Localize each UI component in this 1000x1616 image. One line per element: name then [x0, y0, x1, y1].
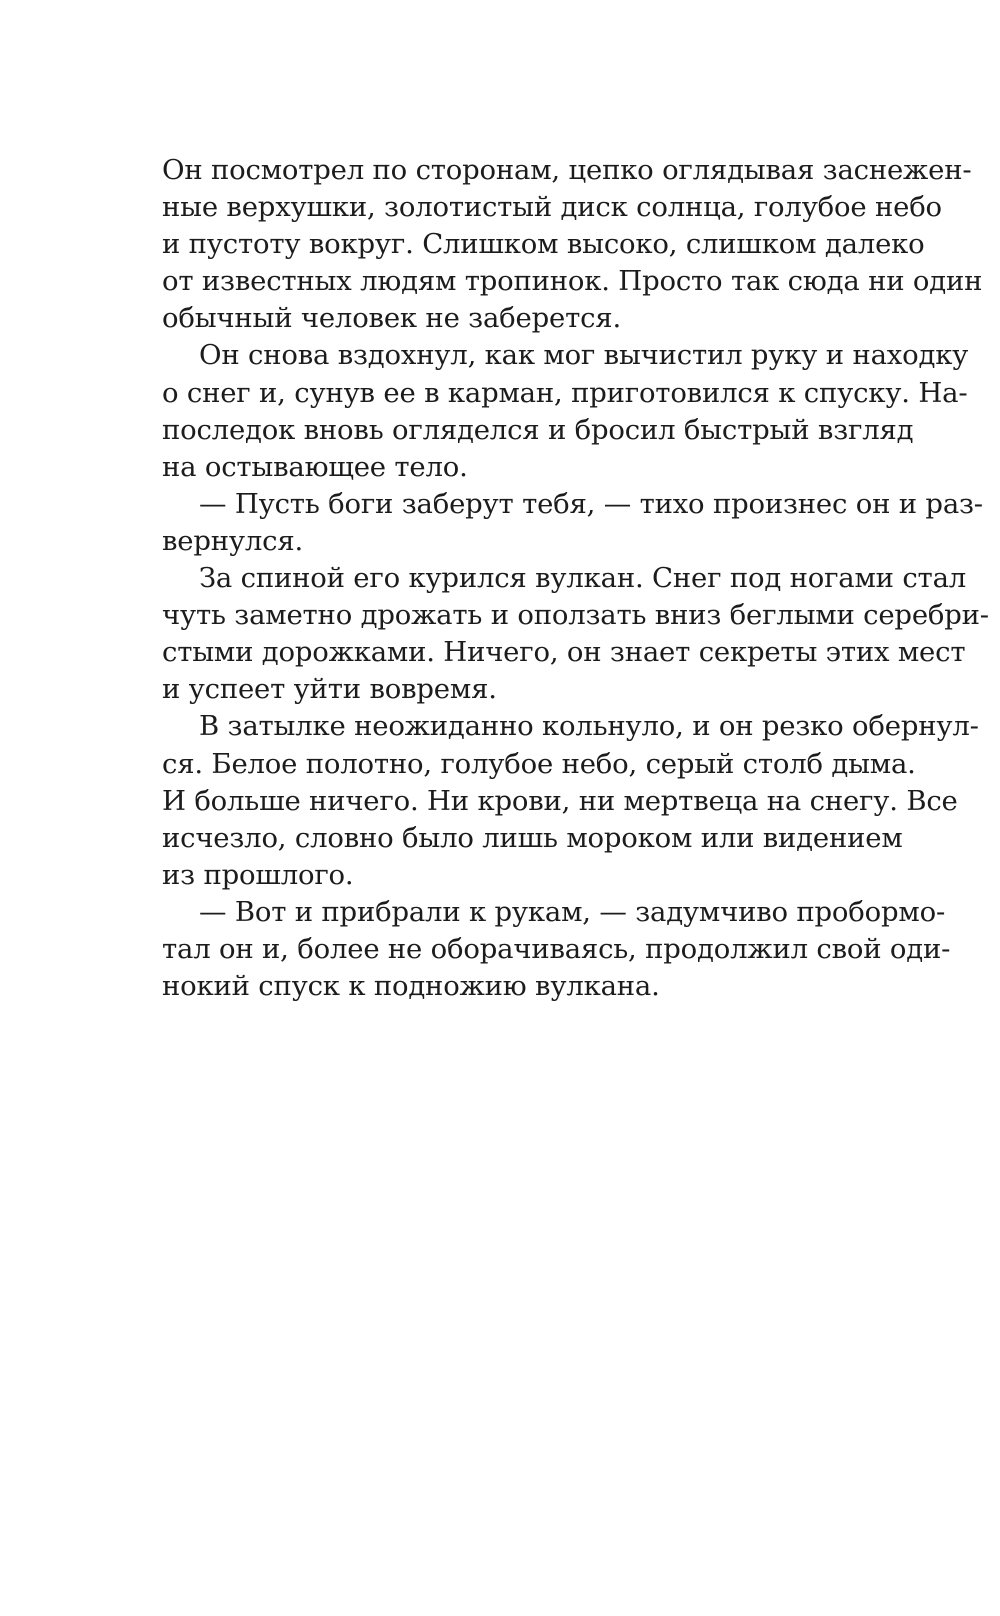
text-line: на остывающее тело.: [162, 450, 468, 483]
text-line: о снег и, сунув ее в карман, приготовился к спуску. На-: [162, 376, 968, 409]
text-line: ся. Белое полотно, голубое небо, серый столб дыма.: [162, 747, 916, 780]
text-line: от известных людям тропинок. Просто так сюда ни один: [162, 265, 983, 298]
paragraph: [162, 560, 989, 708]
paragraph: [162, 152, 983, 337]
text-line: Он посмотрел по сторонам, цепко оглядывая заснежен-: [162, 154, 972, 186]
paragraph: [162, 486, 983, 560]
text-line: — Пусть боги заберут тебя, — тихо произнес он и раз-: [199, 487, 983, 520]
text-line: обычный человек не заберется.: [162, 302, 621, 335]
text-line: и успеет уйти вовремя.: [162, 673, 497, 706]
text-line: тал он и, более не оборачиваясь, продолжил свой оди-: [162, 932, 951, 965]
text-line: нокий спуск к подножию вулкана.: [162, 970, 660, 1003]
text-line: чуть заметно дрожать и оползать вниз беглыми серебри-: [162, 599, 989, 632]
paragraph: [162, 894, 951, 1005]
text-line: В затылке неожиданно кольнуло, и он резко обернул-: [199, 710, 979, 743]
text-line: и пустоту вокруг. Слишком высоко, слишком далеко: [162, 228, 925, 261]
text-line: вернулся.: [162, 524, 304, 557]
text-line: стыми дорожками. Ничего, он знает секреты этих мест: [162, 636, 966, 669]
paragraph: [162, 708, 979, 893]
paragraph: [162, 337, 969, 485]
text-line: — Вот и прибрали к рукам, — задумчиво пробормо-: [199, 895, 946, 928]
text-line: И больше ничего. Ни крови, ни мертвеца на снегу. Все: [162, 784, 958, 817]
text-line: последок вновь огляделся и бросил быстрый взгляд: [162, 413, 914, 446]
text-line: За спиной его курился вулкан. Снег под ногами стал: [199, 562, 967, 595]
text-line: исчезло, словно было лишь мороком или видением: [162, 821, 903, 854]
text-line: Он снова вздохнул, как мог вычистил руку и находку: [199, 339, 969, 372]
text-line: из прошлого.: [162, 858, 354, 891]
body-text: [162, 152, 989, 1005]
text-line: ные верхушки, золотистый диск солнца, голубое небо: [162, 191, 942, 224]
